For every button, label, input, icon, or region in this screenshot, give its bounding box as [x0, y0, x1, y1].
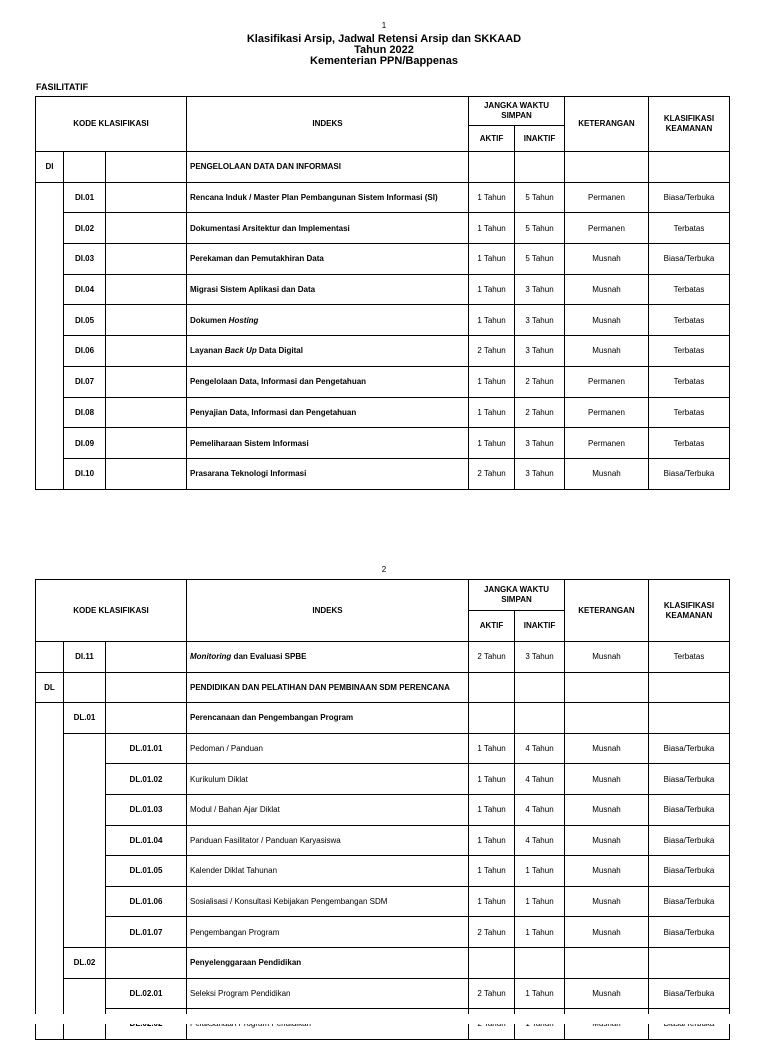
kode-level-3: DL.01.02	[106, 764, 187, 795]
table-row	[36, 764, 730, 795]
kode-level-3	[106, 336, 187, 367]
inaktif-cell	[515, 947, 565, 978]
table-row	[36, 152, 730, 183]
kode-level-1	[36, 274, 64, 305]
aktif-cell: 2 Tahun	[469, 336, 515, 367]
indeks-cell: Sosialisasi / Konsultasi Kebijakan Pengembangan SDM	[187, 886, 469, 917]
title-line-2: Tahun 2022	[354, 44, 414, 56]
klasifikasi-cell: Biasa/Terbuka	[649, 458, 730, 489]
klasifikasi-cell: Terbatas	[649, 213, 730, 244]
inaktif-cell: 3 Tahun	[515, 458, 565, 489]
kode-level-3	[106, 947, 187, 978]
kode-level-1	[36, 947, 64, 978]
kode-level-3	[106, 152, 187, 183]
klasifikasi-cell	[649, 672, 730, 703]
kode-level-1	[36, 733, 64, 764]
indeks-cell: Kurikulum Diklat	[187, 764, 469, 795]
kode-level-2	[64, 886, 106, 917]
header-klasifikasi: KLASIFIKASI KEAMANAN	[649, 580, 730, 642]
table-row	[36, 274, 730, 305]
aktif-cell: 1 Tahun	[469, 366, 515, 397]
indeks-cell: Penyelenggaraan Pendidikan	[187, 947, 469, 978]
aktif-cell: 1 Tahun	[469, 397, 515, 428]
kode-level-1	[36, 366, 64, 397]
kode-level-1	[36, 917, 64, 948]
aktif-cell: 1 Tahun	[469, 886, 515, 917]
indeks-cell: Rencana Induk / Master Plan Pembangunan Sistem Informasi (SI)	[187, 182, 469, 213]
aktif-cell: 1 Tahun	[469, 244, 515, 275]
kode-level-2: DI.04	[64, 274, 106, 305]
klasifikasi-cell	[649, 152, 730, 183]
kode-level-3	[106, 703, 187, 734]
inaktif-cell: 5 Tahun	[515, 182, 565, 213]
kode-level-1	[36, 794, 64, 825]
table-row	[36, 397, 730, 428]
klasifikasi-cell: Terbatas	[649, 274, 730, 305]
inaktif-cell: 3 Tahun	[515, 305, 565, 336]
klasifikasi-cell: Biasa/Terbuka	[649, 794, 730, 825]
kode-level-2: DI.08	[64, 397, 106, 428]
aktif-cell: 1 Tahun	[469, 825, 515, 856]
kode-level-3	[106, 366, 187, 397]
kode-level-2: DI.11	[64, 642, 106, 673]
inaktif-cell: 1 Tahun	[515, 856, 565, 887]
aktif-cell: 1 Tahun	[469, 794, 515, 825]
klasifikasi-cell	[649, 703, 730, 734]
header-indeks: INDEKS	[187, 97, 469, 152]
inaktif-cell	[515, 703, 565, 734]
kode-level-2: DI.02	[64, 213, 106, 244]
aktif-cell: 1 Tahun	[469, 764, 515, 795]
keterangan-cell: Musnah	[565, 336, 649, 367]
inaktif-cell: 4 Tahun	[515, 733, 565, 764]
header-kode: KODE KLASIFIKASI	[36, 97, 187, 152]
document-title	[0, 34, 768, 67]
keterangan-cell: Musnah	[565, 794, 649, 825]
kode-level-2: DI.09	[64, 428, 106, 459]
inaktif-cell: 2 Tahun	[515, 366, 565, 397]
indeks-cell: Pengembangan Program	[187, 917, 469, 948]
kode-level-1	[36, 886, 64, 917]
page-bottom-edge	[0, 1014, 768, 1024]
kode-level-3: DL.01.04	[106, 825, 187, 856]
kode-level-1	[36, 213, 64, 244]
kode-level-1	[36, 856, 64, 887]
kode-level-1	[36, 305, 64, 336]
header-aktif: AKTIF	[469, 126, 515, 152]
kode-level-3	[106, 428, 187, 459]
indeks-cell: Pengelolaan Data, Informasi dan Pengetahuan	[187, 366, 469, 397]
inaktif-cell: 1 Tahun	[515, 978, 565, 1009]
inaktif-cell: 1 Tahun	[515, 886, 565, 917]
kode-level-2: DI.05	[64, 305, 106, 336]
table-row	[36, 336, 730, 367]
retention-table-page-1	[35, 96, 730, 490]
header-klasifikasi: KLASIFIKASI KEAMANAN	[649, 97, 730, 152]
klasifikasi-cell: Biasa/Terbuka	[649, 182, 730, 213]
table-row	[36, 428, 730, 459]
header-keterangan: KETERANGAN	[565, 580, 649, 642]
klasifikasi-cell: Terbatas	[649, 642, 730, 673]
section-label: FASILITATIF	[36, 82, 89, 92]
keterangan-cell: Musnah	[565, 642, 649, 673]
title-line-3: Kementerian PPN/Bappenas	[310, 55, 458, 67]
kode-level-3: DL.01.01	[106, 733, 187, 764]
table-row	[36, 825, 730, 856]
table-row	[36, 672, 730, 703]
indeks-cell: Perencanaan dan Pengembangan Program	[187, 703, 469, 734]
indeks-cell: Monitoring dan Evaluasi SPBE	[187, 642, 469, 673]
kode-level-1	[36, 182, 64, 213]
keterangan-cell: Musnah	[565, 244, 649, 275]
keterangan-cell: Musnah	[565, 856, 649, 887]
aktif-cell: 1 Tahun	[469, 274, 515, 305]
kode-level-3	[106, 672, 187, 703]
kode-level-2: DL.01	[64, 703, 106, 734]
klasifikasi-cell: Biasa/Terbuka	[649, 917, 730, 948]
aktif-cell: 2 Tahun	[469, 642, 515, 673]
kode-level-3	[106, 642, 187, 673]
header-kode: KODE KLASIFIKASI	[36, 580, 187, 642]
keterangan-cell: Musnah	[565, 305, 649, 336]
keterangan-cell: Musnah	[565, 764, 649, 795]
keterangan-cell: Permanen	[565, 213, 649, 244]
table-row	[36, 642, 730, 673]
table-row	[36, 733, 730, 764]
inaktif-cell: 3 Tahun	[515, 642, 565, 673]
inaktif-cell: 5 Tahun	[515, 213, 565, 244]
kode-level-3	[106, 458, 187, 489]
kode-level-1: DL	[36, 672, 64, 703]
aktif-cell	[469, 947, 515, 978]
aktif-cell: 2 Tahun	[469, 458, 515, 489]
kode-level-1	[36, 428, 64, 459]
kode-level-3	[106, 244, 187, 275]
indeks-cell: PENGELOLAAN DATA DAN INFORMASI	[187, 152, 469, 183]
indeks-cell: Migrasi Sistem Aplikasi dan Data	[187, 274, 469, 305]
header-indeks: INDEKS	[187, 580, 469, 642]
indeks-cell: Kalender Diklat Tahunan	[187, 856, 469, 887]
keterangan-cell: Musnah	[565, 825, 649, 856]
kode-level-2	[64, 978, 106, 1009]
klasifikasi-cell: Biasa/Terbuka	[649, 764, 730, 795]
klasifikasi-cell: Biasa/Terbuka	[649, 978, 730, 1009]
klasifikasi-cell	[649, 947, 730, 978]
indeks-cell: Penyajian Data, Informasi dan Pengetahuan	[187, 397, 469, 428]
kode-level-2: DI.10	[64, 458, 106, 489]
indeks-cell: Seleksi Program Pendidikan	[187, 978, 469, 1009]
inaktif-cell: 3 Tahun	[515, 336, 565, 367]
header-jangka: JANGKA WAKTU SIMPAN	[469, 97, 565, 126]
kode-level-2	[64, 672, 106, 703]
aktif-cell: 2 Tahun	[469, 978, 515, 1009]
indeks-cell: Pemeliharaan Sistem Informasi	[187, 428, 469, 459]
retention-table-page-2	[35, 579, 730, 1040]
kode-level-2	[64, 733, 106, 764]
kode-level-2: DI.01	[64, 182, 106, 213]
klasifikasi-cell: Biasa/Terbuka	[649, 733, 730, 764]
keterangan-cell: Musnah	[565, 733, 649, 764]
table-row	[36, 213, 730, 244]
kode-level-2: DL.02	[64, 947, 106, 978]
keterangan-cell: Permanen	[565, 428, 649, 459]
keterangan-cell: Musnah	[565, 978, 649, 1009]
aktif-cell: 1 Tahun	[469, 213, 515, 244]
aktif-cell: 1 Tahun	[469, 856, 515, 887]
klasifikasi-cell: Biasa/Terbuka	[649, 856, 730, 887]
klasifikasi-cell: Terbatas	[649, 336, 730, 367]
keterangan-cell: Permanen	[565, 182, 649, 213]
klasifikasi-cell: Terbatas	[649, 397, 730, 428]
kode-level-2: DI.06	[64, 336, 106, 367]
header-inaktif: INAKTIF	[515, 126, 565, 152]
table-row	[36, 366, 730, 397]
indeks-cell: Prasarana Teknologi Informasi	[187, 458, 469, 489]
indeks-cell: Panduan Fasilitator / Panduan Karyasiswa	[187, 825, 469, 856]
kode-level-1	[36, 978, 64, 1009]
kode-level-2	[64, 856, 106, 887]
kode-level-3: DL.01.05	[106, 856, 187, 887]
kode-level-1: DI	[36, 152, 64, 183]
kode-level-2	[64, 794, 106, 825]
kode-level-2	[64, 917, 106, 948]
kode-level-1	[36, 825, 64, 856]
table-row	[36, 794, 730, 825]
aktif-cell: 1 Tahun	[469, 305, 515, 336]
keterangan-cell	[565, 152, 649, 183]
kode-level-3	[106, 213, 187, 244]
indeks-cell: Dokumentasi Arsitektur dan Implementasi	[187, 213, 469, 244]
keterangan-cell	[565, 947, 649, 978]
table-row	[36, 917, 730, 948]
inaktif-cell	[515, 672, 565, 703]
page-number-1: 1	[381, 21, 387, 30]
title-line-1: Klasifikasi Arsip, Jadwal Retensi Arsip dan SKKAAD	[246, 33, 522, 45]
inaktif-cell: 4 Tahun	[515, 825, 565, 856]
aktif-cell: 1 Tahun	[469, 182, 515, 213]
kode-level-1	[36, 397, 64, 428]
klasifikasi-cell: Terbatas	[649, 366, 730, 397]
header-jangka: JANGKA WAKTU SIMPAN	[469, 580, 565, 611]
kode-level-1	[36, 458, 64, 489]
kode-level-3	[106, 182, 187, 213]
table-row	[36, 886, 730, 917]
inaktif-cell	[515, 152, 565, 183]
page-number-2: 2	[381, 565, 387, 574]
table-row	[36, 856, 730, 887]
indeks-cell: Modul / Bahan Ajar Diklat	[187, 794, 469, 825]
keterangan-cell: Musnah	[565, 274, 649, 305]
header-inaktif: INAKTIF	[515, 611, 565, 642]
kode-level-2	[64, 825, 106, 856]
kode-level-3: DL.01.03	[106, 794, 187, 825]
indeks-cell: Pedoman / Panduan	[187, 733, 469, 764]
indeks-cell: Layanan Back Up Data Digital	[187, 336, 469, 367]
header-aktif: AKTIF	[469, 611, 515, 642]
kode-level-3: DL.01.06	[106, 886, 187, 917]
aktif-cell	[469, 152, 515, 183]
klasifikasi-cell: Biasa/Terbuka	[649, 244, 730, 275]
keterangan-cell	[565, 703, 649, 734]
kode-level-2	[64, 152, 106, 183]
kode-level-3	[106, 274, 187, 305]
aktif-cell	[469, 703, 515, 734]
kode-level-2	[64, 764, 106, 795]
keterangan-cell: Permanen	[565, 397, 649, 428]
keterangan-cell	[565, 672, 649, 703]
klasifikasi-cell: Biasa/Terbuka	[649, 825, 730, 856]
kode-level-1	[36, 642, 64, 673]
inaktif-cell: 4 Tahun	[515, 794, 565, 825]
indeks-cell: PENDIDIKAN DAN PELATIHAN DAN PEMBINAAN SDM PERENCANA	[187, 672, 469, 703]
inaktif-cell: 4 Tahun	[515, 764, 565, 795]
kode-level-3	[106, 397, 187, 428]
inaktif-cell: 2 Tahun	[515, 397, 565, 428]
indeks-cell: Perekaman dan Pemutakhiran Data	[187, 244, 469, 275]
aktif-cell	[469, 672, 515, 703]
table-row	[36, 182, 730, 213]
kode-level-3: DL.01.07	[106, 917, 187, 948]
aktif-cell: 1 Tahun	[469, 733, 515, 764]
keterangan-cell: Permanen	[565, 366, 649, 397]
kode-level-3	[106, 305, 187, 336]
kode-level-1	[36, 336, 64, 367]
aktif-cell: 2 Tahun	[469, 917, 515, 948]
keterangan-cell: Musnah	[565, 886, 649, 917]
aktif-cell: 1 Tahun	[469, 428, 515, 459]
keterangan-cell: Musnah	[565, 917, 649, 948]
kode-level-1	[36, 764, 64, 795]
klasifikasi-cell: Terbatas	[649, 305, 730, 336]
header-keterangan: KETERANGAN	[565, 97, 649, 152]
inaktif-cell: 1 Tahun	[515, 917, 565, 948]
inaktif-cell: 5 Tahun	[515, 244, 565, 275]
kode-level-1	[36, 703, 64, 734]
klasifikasi-cell: Terbatas	[649, 428, 730, 459]
table-row	[36, 703, 730, 734]
kode-level-3: DL.02.01	[106, 978, 187, 1009]
table-row	[36, 305, 730, 336]
inaktif-cell: 3 Tahun	[515, 428, 565, 459]
inaktif-cell: 3 Tahun	[515, 274, 565, 305]
indeks-cell: Dokumen Hosting	[187, 305, 469, 336]
table-row	[36, 947, 730, 978]
keterangan-cell: Musnah	[565, 458, 649, 489]
kode-level-2: DI.07	[64, 366, 106, 397]
klasifikasi-cell: Biasa/Terbuka	[649, 886, 730, 917]
table-row	[36, 458, 730, 489]
table-row	[36, 244, 730, 275]
table-row	[36, 978, 730, 1009]
kode-level-1	[36, 244, 64, 275]
kode-level-2: DI.03	[64, 244, 106, 275]
